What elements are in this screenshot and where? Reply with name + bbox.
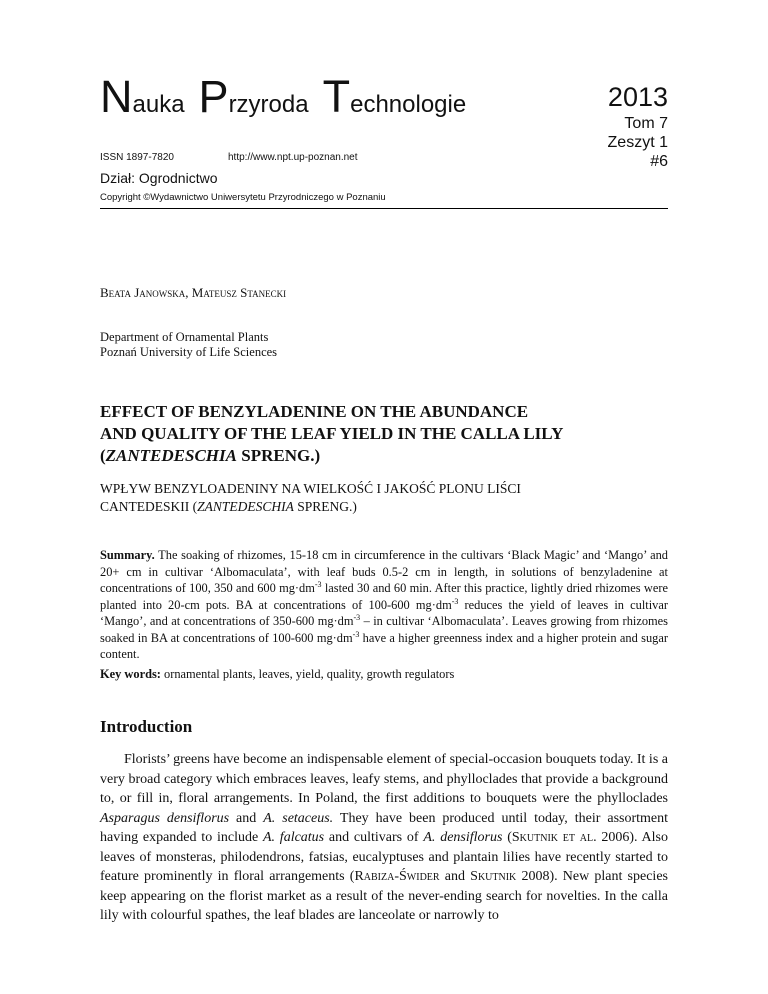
polish-title bbox=[100, 480, 660, 516]
intro-text: and cultivars of bbox=[324, 830, 424, 845]
intro-text: ( bbox=[502, 830, 512, 845]
intro-text: 2008). New plant species keep appearing on the florist market as a result of the never-ending search for novelties. In the calla lily with colourful spathes, the leaf blades are lanceolate or narrowly to bbox=[100, 869, 668, 923]
summary-text: have a higher greenness index and a higher protein and sugar content. bbox=[100, 630, 668, 661]
intro-species: A. densiflorus bbox=[423, 830, 503, 845]
author-last-rest: tanecki bbox=[247, 285, 287, 300]
year: 2013 bbox=[607, 82, 668, 112]
journal-url[interactable]: http://www.npt.up-poznan.net bbox=[228, 152, 358, 163]
copyright-notice: Copyright ©Wydawnictwo Uniwersytetu Przyrodniczego w Poznaniu bbox=[100, 192, 386, 203]
keywords-label: Key words: bbox=[100, 667, 161, 681]
citation-initial: S bbox=[470, 869, 478, 884]
intro-species: A. falcatus bbox=[262, 830, 325, 845]
title-line: AND QUALITY OF THE LEAF YIELD IN THE CALLA LILY bbox=[100, 424, 564, 443]
citation-name: abiza- bbox=[363, 869, 399, 884]
journal-title-initial: N bbox=[100, 71, 133, 122]
header-divider bbox=[100, 208, 668, 209]
citation-name: kutnik bbox=[519, 830, 558, 845]
article-number: #6 bbox=[650, 153, 668, 170]
summary bbox=[100, 547, 668, 663]
author-first-rest: ateusz bbox=[203, 285, 237, 300]
summary-sup: -3 bbox=[352, 629, 360, 639]
summary-text: – in cultivar ‘Albomaculata’. Leaves growing from rhizomes soaked in BA at concentrations of 100-600 mg·dm bbox=[100, 614, 668, 645]
author-last-initial: S bbox=[240, 285, 248, 300]
authors bbox=[100, 285, 286, 301]
title-line: EFFECT OF BENZYLADENINE ON THE ABUNDANCE bbox=[100, 402, 529, 421]
intro-text: Florists’ greens have become an indispensable element of special-occasion bouquets today. It is a very broad category which embraces leaves, leafy stems, and phylloclades that provide a background to, or fill in, floral arrangements. In Poland, the first additions to bouquets were the phylloclades bbox=[100, 752, 668, 806]
intro-species: A. setaceus. bbox=[263, 810, 334, 826]
citation-initial: R bbox=[354, 869, 364, 884]
introduction-body bbox=[100, 750, 668, 926]
intro-text: 2006). Also leaves of monsteras, philodendrons, fatsias, eucalyptuses and plantain lilies have recently started to feature prominently in floral arrangements ( bbox=[100, 830, 669, 884]
intro-text: and bbox=[229, 810, 264, 826]
summary-sup: -3 bbox=[314, 579, 322, 589]
citation-etal: et al. bbox=[558, 830, 597, 845]
affiliation-department: Department of Ornamental Plants bbox=[100, 330, 269, 344]
author-first-rest: eata bbox=[108, 285, 131, 300]
issue: Zeszyt 1 bbox=[607, 134, 668, 151]
journal-title-word: rzyroda bbox=[228, 91, 309, 118]
article-title bbox=[100, 401, 680, 467]
polish-title-genus: ZANTEDESCHIA bbox=[197, 499, 294, 514]
section-label: Dział: Ogrodnictwo bbox=[100, 170, 218, 186]
summary-text: lasted 30 and 60 min. After this practice, lightly dried rhizomes were planted into 20-cm pots. BA at concentrations of 100-600 mg·dm bbox=[100, 581, 668, 612]
summary-text: reduces the yield of leaves in cultivar ‘Mango’, and at concentrations of 350-600 mg·dm bbox=[100, 597, 668, 628]
polish-title-rest: SPRENG.) bbox=[293, 499, 357, 514]
polish-title-line bbox=[100, 498, 660, 516]
intro-species: Asparagus densiflorus bbox=[100, 810, 230, 826]
volume: Tom 7 bbox=[624, 115, 668, 132]
summary-label: Summary. bbox=[100, 548, 155, 562]
issn: ISSN 1897-7820 bbox=[100, 152, 174, 163]
polish-title-start: CANTEDESKII ( bbox=[100, 499, 198, 514]
journal-title bbox=[100, 71, 467, 122]
author-last-initial: J bbox=[134, 285, 140, 300]
polish-title-line: WPŁYW BENZYLOADENINY NA WIELKOŚĆ I JAKOŚĆ PLONU LIŚCI bbox=[100, 481, 521, 496]
journal-title-initial: P bbox=[198, 71, 229, 122]
title-paren: ( bbox=[100, 446, 106, 465]
author-separator: , bbox=[185, 285, 192, 300]
author-first-initial: B bbox=[100, 285, 109, 300]
journal-title-initial: T bbox=[322, 71, 351, 122]
summary-text: The soaking of rhizomes, 15-18 cm in circumference in the cultivars ‘Black Magic’ and ‘Mango’ and 20+ cm in cultivar ‘Albomaculata’, with leaf buds 0.5-2 cm in length, in solutions of benzyladenine at concentrations of 100, 350 and 600 mg·dm bbox=[100, 548, 668, 595]
summary-sup: -3 bbox=[451, 596, 459, 606]
author-first-initial: M bbox=[191, 285, 204, 300]
keywords-text: ornamental plants, leaves, yield, quality, growth regulators bbox=[160, 667, 455, 681]
title-author: SPRENG.) bbox=[236, 446, 321, 465]
affiliation-university: Poznań University of Life Sciences bbox=[100, 345, 278, 359]
keywords bbox=[100, 667, 668, 682]
author-last-rest: anowska bbox=[139, 285, 186, 300]
title-genus: ZANTEDESCHIA bbox=[105, 446, 237, 465]
citation-initial: Ś bbox=[399, 869, 407, 884]
intro-text: They have been produced until today, their assortment having expanded to include bbox=[100, 810, 669, 845]
journal-title-word: echnologie bbox=[350, 91, 467, 118]
citation-name: wider bbox=[406, 869, 440, 884]
title-line bbox=[100, 445, 680, 467]
volume-info bbox=[608, 84, 668, 171]
citation-initial: S bbox=[511, 830, 520, 845]
journal-title-word: auka bbox=[132, 91, 185, 118]
affiliation bbox=[100, 330, 277, 360]
intro-text: and bbox=[439, 869, 471, 884]
citation-name: kutnik bbox=[477, 869, 517, 884]
introduction-heading: Introduction bbox=[100, 717, 193, 736]
summary-sup: -3 bbox=[353, 612, 361, 622]
